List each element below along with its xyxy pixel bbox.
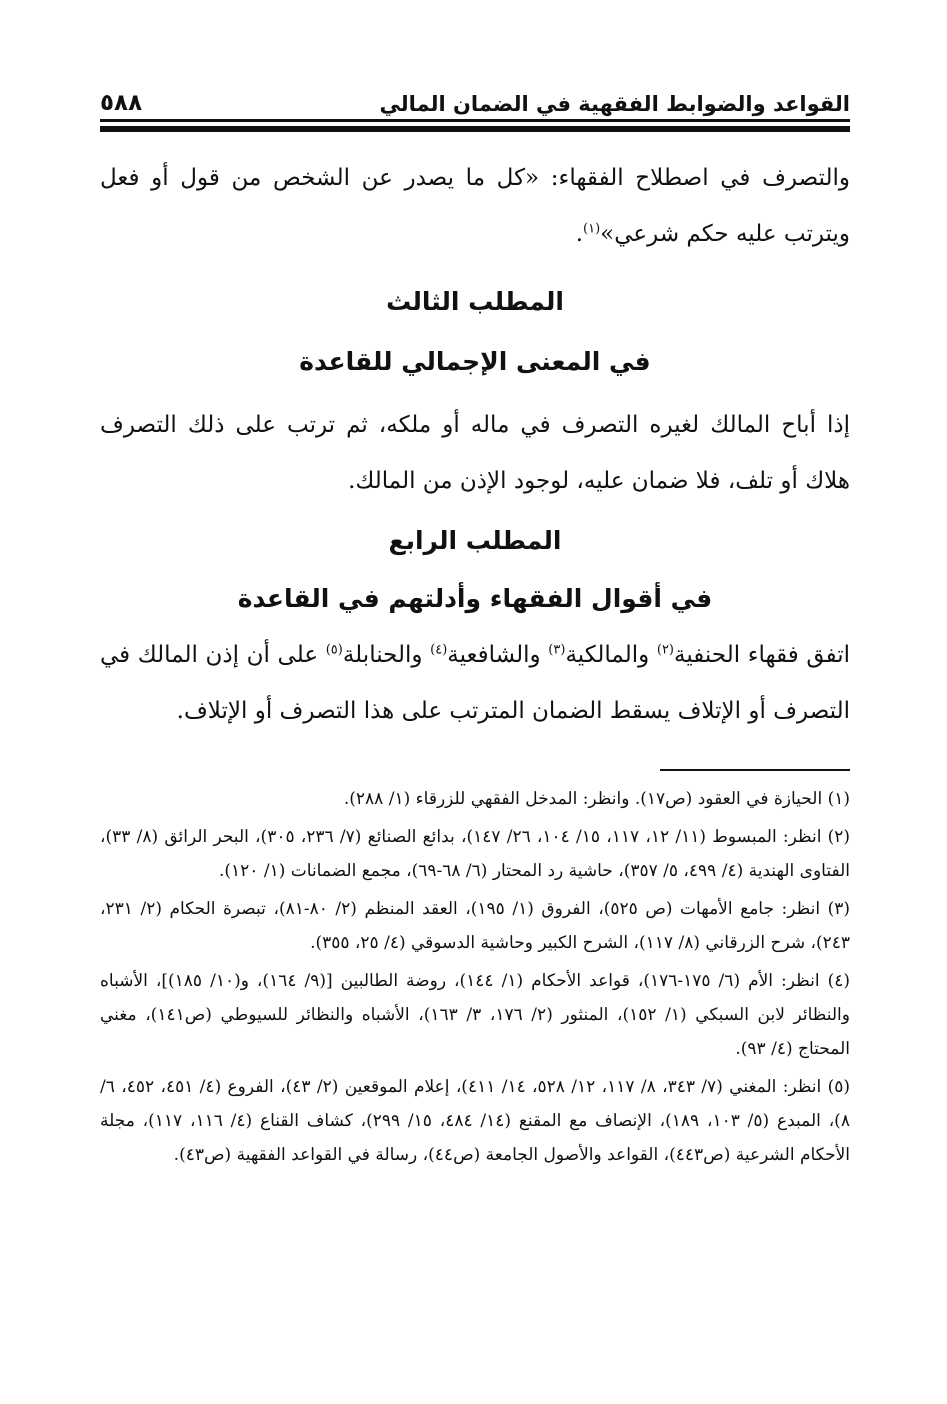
section-4-heading: المطلب الرابع (388, 526, 562, 555)
section-3-subheading: في المعنى الإجمالي للقاعدة (299, 347, 651, 376)
section-3-paragraph: إذا أباح المالك لغيره التصرف في ماله أو ملكه، ثم ترتب على ذلك التصرف هلاك أو تلف، فلا ضمان عليه، لوجود الإذن من المالك. (100, 412, 850, 494)
footnotes (100, 782, 850, 1176)
footnote-5: (٥) انظر: المغني (٧/ ٣٤٣، ٨/ ١١٧، ١٢/ ٥٢٨، ١٤/ ٤١١)، إعلام الموقعين (٢/ ٤٣)، الفروع (٤/ ٤٥١، ٤٥٢، ٦/ ٨)، المبدع (٥/ ١٠٣، ١٨٩)، الإنصاف مع المقنع (١٤/ ٤٨٤، ١٥/ ٢٩٩)، كشاف القناع (٤/ ١١٦، ١١٧)، مجلة الأحكام الشرعية (ص٤٤٣)، القواعد والأصول الجامعة (ص٤٤)، رسالة في القواعد الفقهية (ص٤٣). (100, 1077, 850, 1165)
definition-text: والتصرف في اصطلاح الفقهاء: «كل ما يصدر عن الشخص من قول أو فعل ويترتب عليه حكم شرعي» (100, 165, 850, 247)
header-rule-thick (100, 126, 850, 132)
text-maliki: والمالكية (565, 642, 657, 668)
section-3-heading: المطلب الثالث (386, 287, 564, 316)
text-shafii: والشافعية (447, 642, 549, 668)
footnote-ref-2: (٢) (656, 642, 674, 658)
text-hanafi: اتفق فقهاء الحنفية (674, 642, 850, 668)
footnote-3: (٣) انظر: جامع الأمهات (ص ٥٢٥)، الفروق (١/ ١٩٥)، العقد المنظم (٢/ ٨٠-٨١)، تبصرة الحكام (٢/ ٢٣١، ٢٤٣)، شرح الزرقاني (٨/ ١١٧)، الشرح الكبير وحاشية الدسوقي (٤/ ٢٥، ٣٥٥). (100, 899, 850, 953)
running-title: القواعد والضوابط الفقهية في الضمان المالي (379, 92, 850, 116)
footnote-2: (٢) انظر: المبسوط (١١/ ١٢، ١١٧، ١٥/ ١٠٤، ٢٦/ ١٤٧)، بدائع الصنائع (٧/ ٢٣٦، ٣٠٥)، البحر الرائق (٨/ ٣٣)، الفتاوى الهندية (٤/ ٤٩٩، ٥/ ٣٥٧)، حاشية رد المحتار (٦/ ٦٨-٦٩)، مجمع الضمانات (١/ ١٢٠). (100, 827, 851, 881)
page-number: ٥٨٨ (100, 90, 143, 116)
footnote-1: (١) الحيازة في العقود (ص١٧). وانظر: المدخل الفقهي للزرقاء (١/ ٢٨٨). (343, 789, 850, 809)
footnote-ref-4: (٤) (430, 642, 448, 658)
footnote-4: (٤) انظر: الأم (٦/ ١٧٥-١٧٦)، قواعد الأحكام (١/ ١٤٤)، روضة الطالبين [(٩/ ١٦٤)، و(١٠/ ١٨٥)]، الأشباه والنظائر لابن السبكي (١/ ١٥٢)، المنثور (٢/ ١٧٦، ٣/ ١٦٣)، الأشباه والنظائر للسيوطي (ص١٤١)، مغني المحتاج (٤/ ٩٣). (100, 971, 850, 1059)
definition-end: . (575, 221, 584, 247)
text-hanbali: والحنابلة (342, 642, 431, 668)
page-header (100, 80, 850, 116)
section-4-paragraph (100, 627, 850, 739)
footnote-ref-1: (١) (583, 221, 601, 237)
header-rule-thin (100, 119, 850, 122)
footnote-separator (660, 769, 850, 771)
definition-paragraph (100, 150, 850, 262)
footnote-ref-3: (٣) (548, 642, 566, 658)
section-4-subheading: في أقوال الفقهاء وأدلتهم في القاعدة (237, 584, 713, 613)
text-conclusion: على أن إذن المالك في التصرف أو الإتلاف يسقط الضمان المترتب على هذا التصرف أو الإتلاف. (100, 642, 850, 724)
footnote-ref-5: (٥) (325, 642, 343, 658)
